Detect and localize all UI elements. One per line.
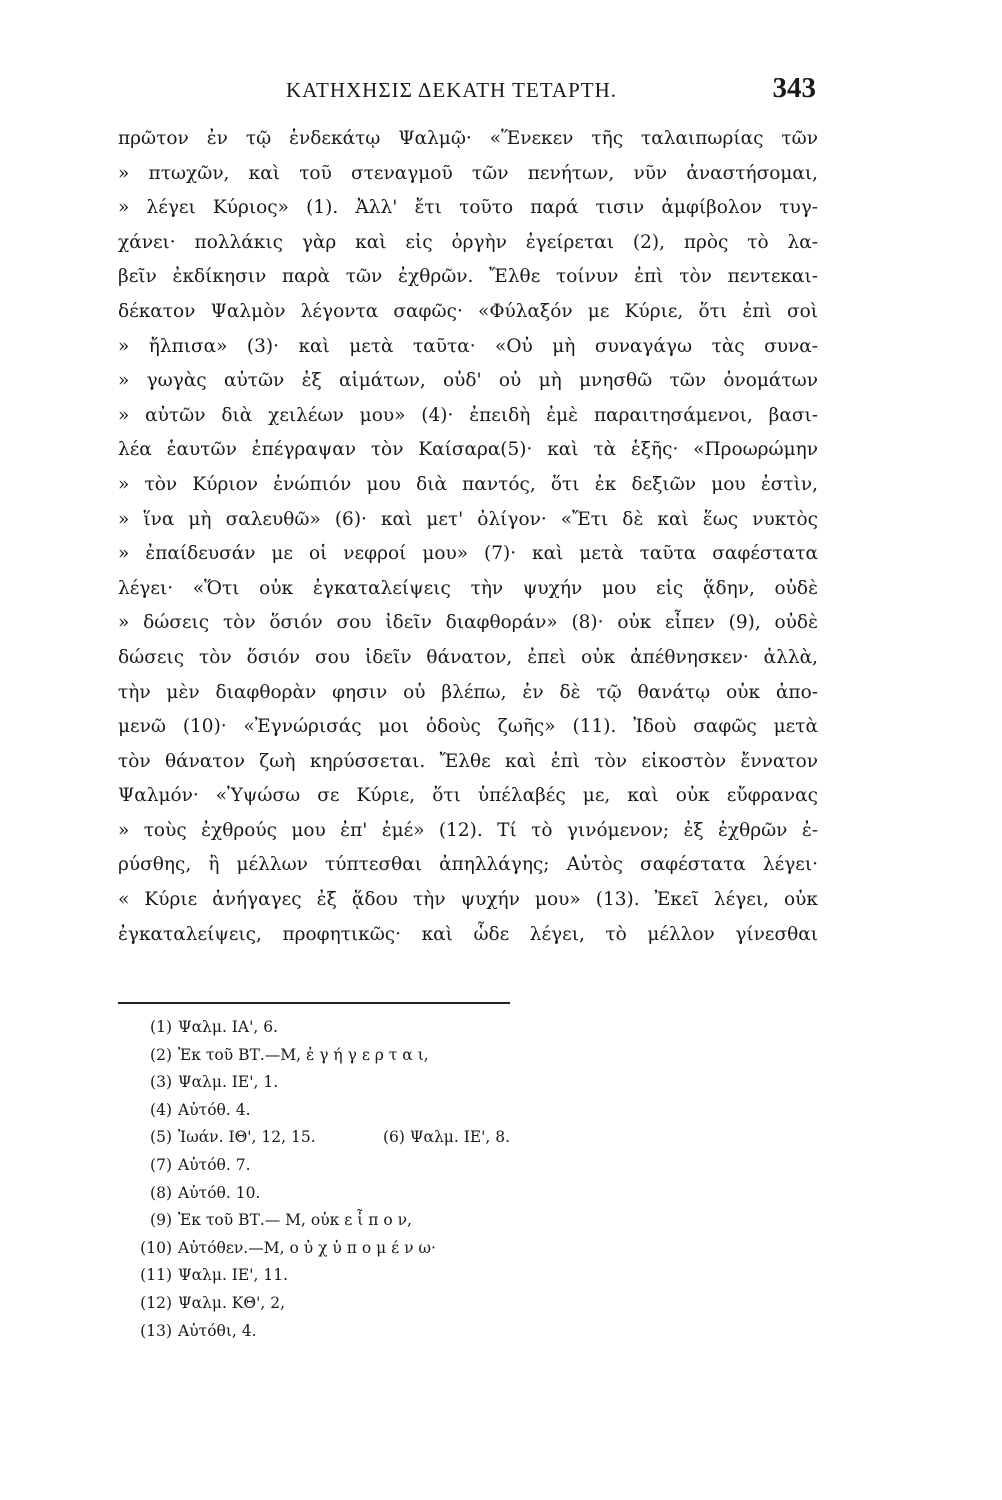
- text-line: » αὐτῶν διὰ χειλέων μου» (4)· ἐπειδὴ ἐμὲ παραιτησάμενοι, βασι-: [118, 404, 818, 426]
- footnote: [128, 1318, 728, 1346]
- footnote-reference: Αὐτόθεν.—Μ, ο ὐ χ ὑ π ο μ έ ν ω·: [178, 1238, 436, 1257]
- text-line: « Κύριε ἀνήγαγες ἐξ ᾅδου τὴν ψυχήν μου» (13). Ἐκεῖ λέγει, οὐκ: [118, 889, 818, 911]
- text-line: » γωγὰς αὐτῶν ἐξ αἱμάτων, οὐδ' οὐ μὴ μνησθῶ τῶν ὀνομάτων: [118, 370, 818, 392]
- footnotes: [128, 1014, 728, 1345]
- text-line: ἐγκαταλείψεις, προφητικῶς· καὶ ὧδε λέγει, τὸ μέλλον γίνεσθαι: [118, 923, 818, 945]
- footnote-label: (11): [140, 1266, 172, 1285]
- text-line: » τοὺς ἐχθρούς μου ἐπ' ἐμέ» (12). Τί τὸ γινόμενον; ἐξ ἐχθρῶν ἐ-: [118, 819, 818, 841]
- footnote-label: (4): [150, 1100, 172, 1119]
- text-line: » λέγει Κύριος» (1). Ἀλλ' ἔτι τοῦτο παρά τισιν ἀμφίβολον τυγ-: [118, 197, 818, 219]
- text-line: τὴν μὲν διαφθορὰν φησιν οὐ βλέπω, ἐν δὲ τῷ θανάτῳ οὐκ ἀπο-: [118, 681, 818, 703]
- text-line: Ψαλμόν· «Ὑψώσω σε Κύριε, ὅτι ὑπέλαβές με, καὶ οὐκ εὔφρανας: [118, 785, 818, 807]
- footnote: [128, 1124, 728, 1152]
- footnote-reference: Ἐκ τοῦ ΒΤ.— Μ, οὐκ ε ἶ π ο ν,: [178, 1211, 412, 1230]
- text-line: » ἵνα μὴ σαλευθῶ» (6)· καὶ μετ' ὀλίγον· «Ἔτι δὲ καὶ ἕως νυκτὸς: [118, 508, 818, 530]
- text-line: τὸν θάνατον ζωὴ κηρύσσεται. Ἔλθε καὶ ἐπὶ τὸν εἰκοστὸν ἔννατον: [118, 750, 818, 772]
- page-number: 343: [772, 72, 816, 104]
- footnote: [128, 1014, 728, 1042]
- footnote: [128, 1042, 728, 1070]
- text-line: λέα ἑαυτῶν ἐπέγραψαν τὸν Καίσαρα(5)· καὶ τὰ ἑξῆς· «Προωρώμην: [118, 439, 818, 461]
- footnote-label: (9): [150, 1211, 172, 1230]
- footnote-label: (12): [140, 1293, 172, 1312]
- footnote-label: (1): [150, 1018, 172, 1036]
- page-header: [118, 72, 818, 112]
- text-line: δώσεις τὸν ὅσιόν σου ἰδεῖν θάνατον, ἐπεὶ οὐκ ἀπέθνησκεν· ἀλλὰ,: [118, 646, 818, 668]
- footnote-reference: Ψαλμ. ΚΘ', 2,: [178, 1293, 286, 1312]
- text-line: » τὸν Κύριον ἐνώπιόν μου διὰ παντός, ὅτι ἐκ δεξιῶν μου ἐστὶν,: [118, 473, 818, 495]
- footnote: [128, 1262, 728, 1290]
- footnote: [128, 1235, 728, 1263]
- footnote-label: (13): [140, 1321, 172, 1340]
- main-text: [118, 122, 818, 952]
- footnote: [128, 1290, 728, 1318]
- text-line: δέκατον Ψαλμὸν λέγοντα σαφῶς· «Φύλαξόν με Κύριε, ὅτι ἐπὶ σοὶ: [118, 300, 818, 322]
- footnote-reference: Αὐτόθ. 4.: [178, 1100, 251, 1119]
- footnote-label: (2): [150, 1045, 172, 1064]
- footnote: [128, 1180, 728, 1208]
- footnote: [128, 1207, 728, 1235]
- footnote-label: (3): [150, 1073, 172, 1092]
- footnote: [128, 1069, 728, 1097]
- footnote-reference: Αὐτόθ. 7.: [178, 1155, 251, 1174]
- footnote-separator: [118, 1002, 510, 1004]
- text-line: χάνει· πολλάκις γὰρ καὶ εἰς ὀργὴν ἐγείρεται (2), πρὸς τὸ λα-: [118, 231, 818, 253]
- footnote-reference: Ψαλμ. ΙΕ', 1.: [178, 1073, 279, 1092]
- footnote-label: (7): [150, 1155, 172, 1174]
- text-line: ρύσθης, ἢ μέλλων τύπτεσθαι ἀπηλλάγης; Αὐτὸς σαφέστατα λέγει·: [118, 854, 818, 876]
- footnote-reference: Αὐτόθι, 4.: [178, 1321, 257, 1340]
- text-line: μενῶ (10)· «Ἐγνώρισάς μοι ὁδοὺς ζωῆς» (11). Ἰδοὺ σαφῶς μετὰ: [118, 716, 818, 738]
- footnote-label: (5): [150, 1128, 172, 1147]
- text-line: » πτωχῶν, καὶ τοῦ στεναγμοῦ τῶν πενήτων, νῦν ἀναστήσομαι,: [118, 162, 818, 184]
- text-line: » ἐπαίδευσάν με οἱ νεφροί μου» (7)· καὶ μετὰ ταῦτα σαφέστατα: [118, 543, 818, 565]
- text-line: » δώσεις τὸν ὅσιόν σου ἰδεῖν διαφθοράν» (8)· οὐκ εἶπεν (9), οὐδὲ: [118, 612, 818, 634]
- footnote-reference: Ἐκ τοῦ ΒΤ.—Μ, ἐ γ ή γ ε ρ τ α ι,: [178, 1045, 429, 1064]
- text-line: » ἤλπισα» (3)· καὶ μετὰ ταῦτα· «Οὐ μὴ συναγάγω τὰς συνα-: [118, 335, 818, 357]
- text-line: πρῶτον ἐν τῷ ἑνδεκάτῳ Ψαλμῷ· «Ἕνεκεν τῆς ταλαιπωρίας τῶν: [118, 128, 818, 149]
- footnote-reference: Ἰωάν. ΙΘ', 12, 15.: [178, 1128, 316, 1147]
- footnote-label: (10): [140, 1238, 172, 1257]
- footnote-extra: (6) Ψαλμ. ΙΕ', 8.: [383, 1128, 511, 1147]
- footnote-reference: Ψαλμ. ΙΕ', 11.: [178, 1266, 289, 1285]
- footnote-reference: Ψαλμ. ΙΑ', 6.: [178, 1018, 279, 1036]
- footnote-reference: Αὐτόθ. 10.: [178, 1183, 261, 1202]
- text-line: λέγει· «Ὅτι οὐκ ἐγκαταλείψεις τὴν ψυχήν μου εἰς ᾅδην, οὐδὲ: [118, 577, 818, 599]
- footnote: [128, 1097, 728, 1125]
- text-line: βεῖν ἐκδίκησιν παρὰ τῶν ἐχθρῶν. Ἔλθε τοίνυν ἐπὶ τὸν πεντεκαι-: [118, 266, 818, 288]
- footnote: [128, 1152, 728, 1180]
- footnote-label: (8): [150, 1183, 172, 1202]
- running-head: ΚΑΤΗΧΗΣΙΣ ΔΕΚΑΤΗ ΤΕΤΑΡΤΗ.: [286, 78, 617, 102]
